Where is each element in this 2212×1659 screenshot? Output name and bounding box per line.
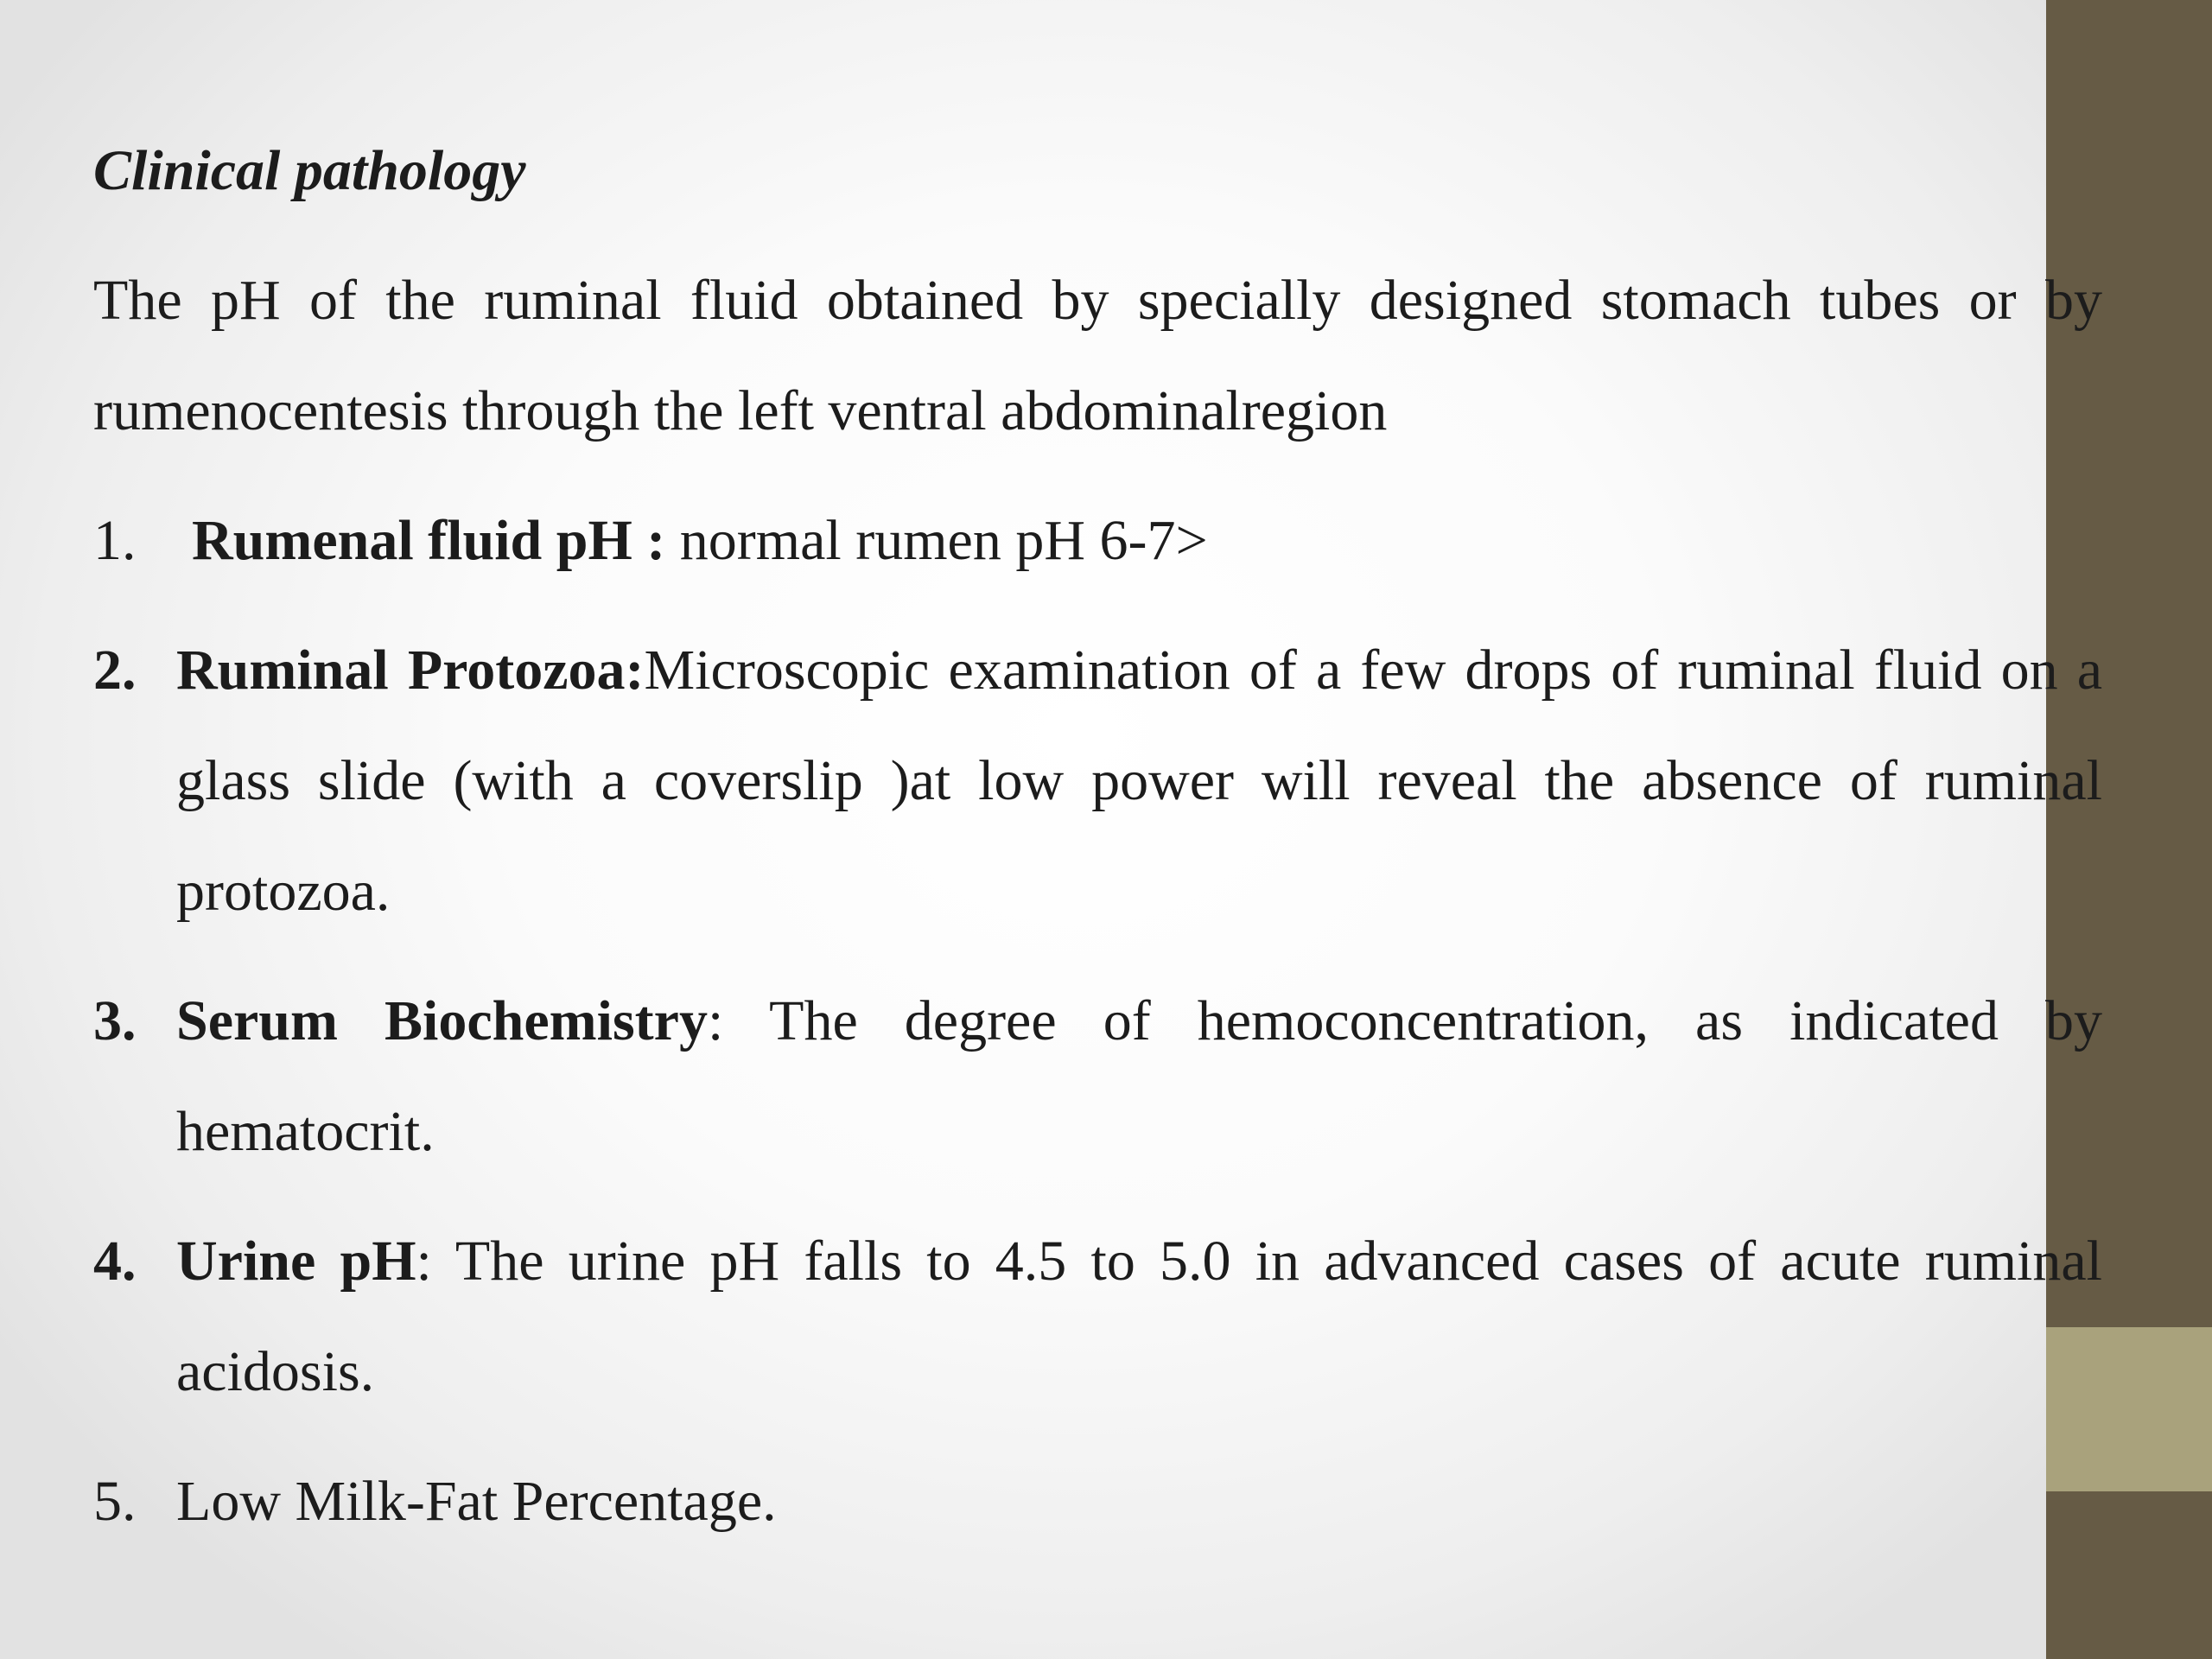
list-item-4	[93, 1206, 2102, 1427]
item-text: : The degree of hemoconcentration, as indicated by hematocrit.	[176, 989, 2102, 1163]
list-number: 5.	[93, 1470, 137, 1533]
list-number: 4.	[93, 1230, 137, 1293]
list-item-5	[93, 1446, 2102, 1557]
item-text: Low Milk-Fat Percentage.	[176, 1470, 777, 1533]
list-number: 1.	[93, 509, 137, 572]
slide-title: Clinical pathology	[93, 139, 526, 202]
item-label: Ruminal Protozoa:	[176, 639, 645, 702]
item-label: Serum Biochemistry	[176, 989, 708, 1052]
item-label: Urine pH	[176, 1230, 416, 1293]
list-item-2	[93, 615, 2102, 947]
item-text: normal rumen pH 6-7>	[665, 509, 1208, 572]
item-text: Microscopic examination of a few drops of ruminal fluid on a glass slide (with a coverslip )at low power will reveal the absence of ruminal protozoa.	[176, 639, 2102, 923]
intro-paragraph: The pH of the ruminal fluid obtained by specially designed stomach tubes or by rumenocentesis through the left ventral abdominalregion	[93, 269, 2102, 442]
list-item-1	[93, 486, 2102, 596]
list-number: 3.	[93, 989, 137, 1052]
item-label: Rumenal fluid pH :	[192, 509, 666, 572]
list-item-3	[93, 966, 2102, 1187]
list-number: 2.	[93, 639, 137, 702]
slide-content	[93, 116, 2102, 1576]
item-text: : The urine pH falls to 4.5 to 5.0 in advanced cases of acute ruminal acidosis.	[176, 1230, 2102, 1403]
